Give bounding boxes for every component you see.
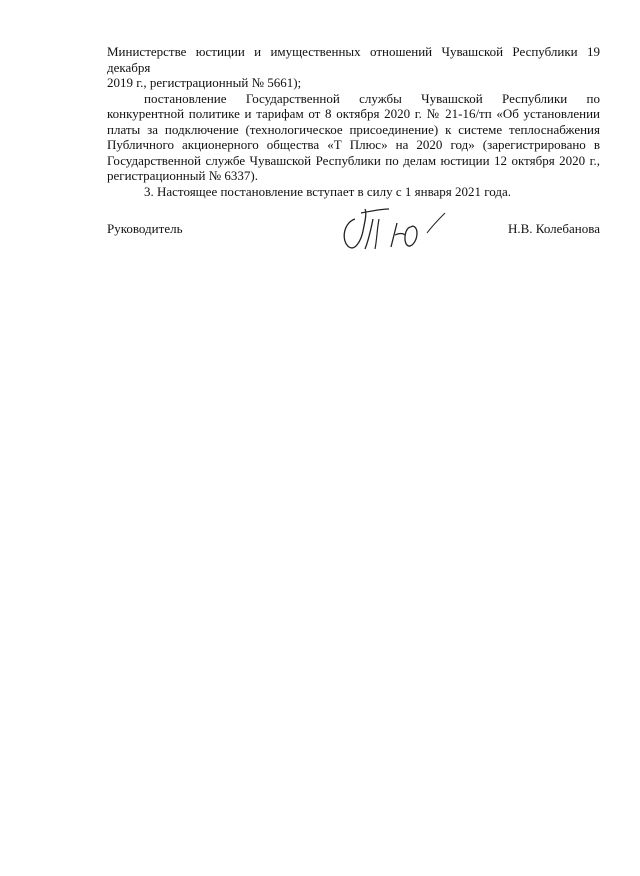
handwritten-signature-icon bbox=[335, 197, 455, 257]
text-line: подключение (технологическое присоединение) к системе теплоснабжения Публичного bbox=[107, 121, 600, 152]
paragraph-registration-continuation bbox=[107, 44, 600, 91]
text-line: акционерного общества «Т Плюс» на 2020 год» (зарегистрировано в Государственной bbox=[107, 137, 600, 168]
signatory-title: Руководитель bbox=[107, 221, 183, 236]
text-line: Министерстве юстиции и имущественных отношений Чувашской Республики 19 декабря bbox=[107, 44, 600, 75]
document-body bbox=[107, 44, 600, 199]
text-line: № 6337). bbox=[208, 168, 258, 183]
text-line: политике и тарифам от 8 октября 2020 г. № 21-16/тп «Об установлении платы за bbox=[107, 106, 600, 137]
text-line: 3. Настоящее постановление вступает в силу с 1 января 2021 года. bbox=[144, 183, 512, 199]
paragraph-resolution-reference bbox=[107, 91, 600, 184]
text-line: 2019 г., регистрационный № 5661); bbox=[107, 75, 302, 90]
signature-block bbox=[107, 213, 600, 263]
text-line: постановление Государственной службы Чувашской Республики по конкурентной bbox=[107, 90, 600, 121]
signatory-name: Н.В. Колебанова bbox=[508, 221, 600, 236]
text-line: службе Чувашской Республики по делам юстиции 12 октября 2020 г., регистрационный bbox=[107, 152, 600, 183]
